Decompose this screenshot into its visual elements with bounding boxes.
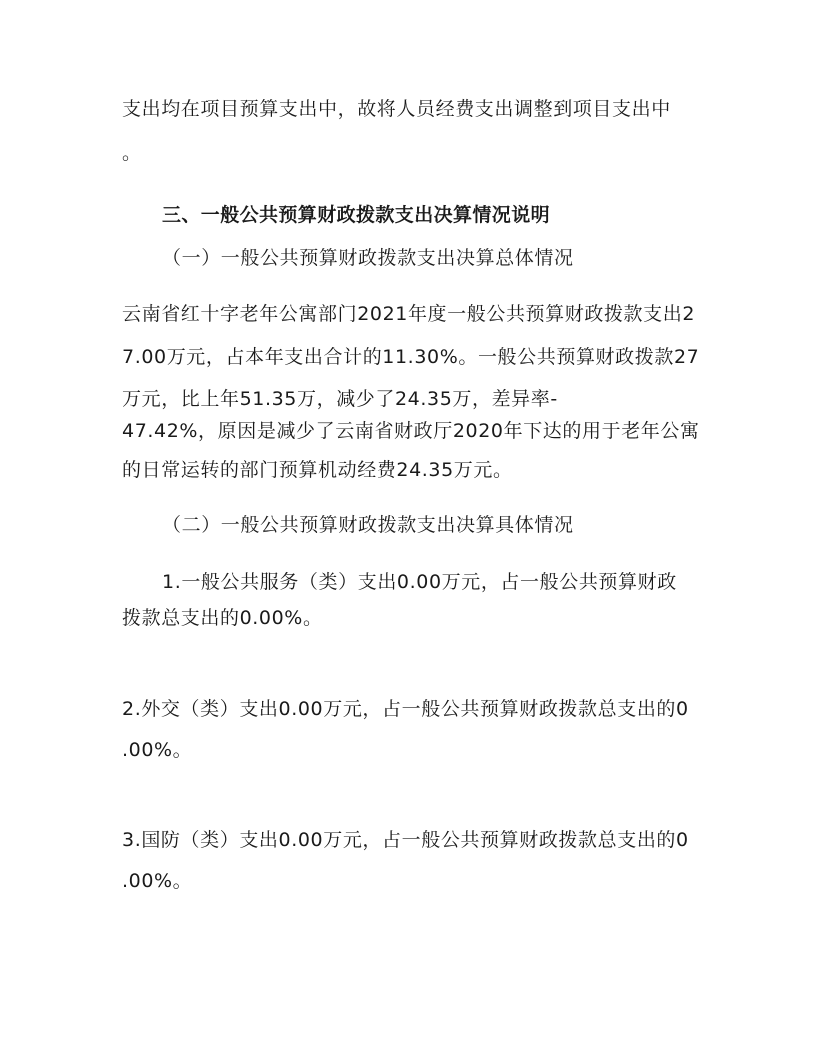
paragraph-line: 47.42%，原因是减少了云南省财政厅2020年下达的用于老年公寓: [122, 420, 700, 442]
subsection-heading: （一）一般公共预算财政拨款支出决算总体情况: [162, 247, 574, 269]
list-item-line: 1.一般公共服务（类）支出0.00万元，占一般公共预算财政: [162, 571, 677, 593]
paragraph-line: 。: [122, 142, 142, 164]
subsection-heading: （二）一般公共预算财政拨款支出决算具体情况: [162, 514, 574, 536]
list-item-line: 2.外交（类）支出0.00万元，占一般公共预算财政拨款总支出的0: [122, 698, 689, 720]
paragraph-line: 支出均在项目预算支出中，故将人员经费支出调整到项目支出中: [122, 98, 671, 120]
paragraph-line: 云南省红十字老年公寓部门2021年度一般公共预算财政拨款支出2: [122, 303, 696, 325]
section-heading: 三、一般公共预算财政拨款支出决算情况说明: [162, 204, 551, 226]
list-item-line: 拨款总支出的0.00%。: [122, 607, 323, 629]
paragraph-line: 万元，比上年51.35万，减少了24.35万，差异率-: [122, 388, 558, 410]
paragraph-line: 7.00万元，占本年支出合计的11.30%。一般公共预算财政拨款27: [122, 346, 700, 368]
list-item-line: .00%。: [122, 870, 193, 892]
list-item-line: .00%。: [122, 739, 193, 761]
paragraph-line: 的日常运转的部门预算机动经费24.35万元。: [122, 459, 513, 481]
list-item-line: 3.国防（类）支出0.00万元，占一般公共预算财政拨款总支出的0: [122, 829, 689, 851]
